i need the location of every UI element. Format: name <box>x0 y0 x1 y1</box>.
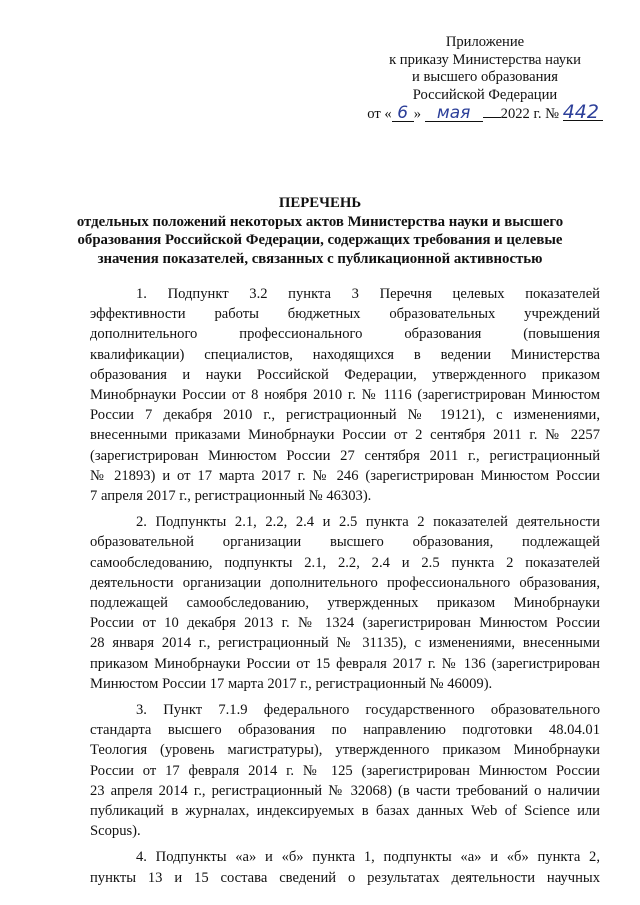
title-line: отдельных положений некоторых актов Министерства науки и высшего <box>76 214 564 231</box>
order-quote-close: » <box>413 106 421 123</box>
text-line: 2. Подпункты 2.1, 2.2, 2.4 и 2.5 пункта 2 показателей деятельности <box>136 514 600 531</box>
text-line: приказом Минобрнауки России от 15 февраля 2017 г. № 136 (зарегистрирован <box>90 655 600 672</box>
order-prefix: от « <box>367 106 392 123</box>
appendix-header <box>360 34 610 124</box>
document-title <box>60 194 580 268</box>
order-year: 2022 г. № <box>500 106 560 123</box>
text-line: квалификации) специалистов, находящихся в ведении Министерства <box>90 346 600 363</box>
appendix-line: к приказу Министерства науки <box>389 51 581 68</box>
paragraph-4 <box>90 847 600 887</box>
text-line: образовательной организации высшего образования, подлежащей <box>90 534 600 551</box>
text-line: подлежащей самообследованию, утвержденных приказом Минобрнауки <box>90 595 600 612</box>
text-line: № 21893) и от 17 марта 2017 г. № 246 (зарегистрирован Минюстом России <box>90 467 600 484</box>
text-line: стандарта высшего образования по направлению подготовки 48.04.01 <box>90 722 600 739</box>
paragraph-3 <box>90 700 600 841</box>
text-line: пункты 13 и 15 состава сведений о результатах деятельности научных <box>90 869 600 886</box>
text-line: 23 апреля 2014 г., регистрационный № 32068) (в части требований о наличии <box>90 782 600 799</box>
appendix-line: Приложение <box>445 34 525 50</box>
text-line: 7 апреля 2017 г., регистрационный № 46303). <box>90 488 372 505</box>
text-line: России от 10 декабря 2013 г. № 1324 (зарегистрирован Минюстом России <box>90 615 600 632</box>
text-line: эффективности работы бюджетных образовательных учреждений <box>90 306 600 323</box>
text-line: деятельности организации дополнительного профессионального образования, <box>90 574 600 591</box>
text-line: самообследованию, подпункты 2.1, 2.2, 2.4 и 2.5 пункта 2 показателей <box>90 554 600 571</box>
order-date-line <box>360 101 610 124</box>
text-line: 3. Пункт 7.1.9 федерального государственного образовательного <box>136 702 600 719</box>
paragraph-1 <box>90 284 600 506</box>
text-line: Scopus). <box>90 823 141 840</box>
text-line: внесенными приказами Минобрнауки России от 2 сентября 2011 г. № 2257 <box>90 427 600 444</box>
paragraph-2 <box>90 512 600 694</box>
text-line: Минюстом России 17 марта 2017 г., регистрационный № 46009). <box>90 675 493 692</box>
underline-blank <box>483 117 501 118</box>
appendix-line: Российской Федерации <box>412 86 558 103</box>
order-day-handwritten: 6 <box>392 105 414 122</box>
title-line: образования Российской Федерации, содержащих требования и целевые <box>77 232 563 249</box>
appendix-line: и высшего образования <box>412 69 558 86</box>
order-month-handwritten: мая <box>425 105 483 122</box>
text-line: 28 января 2014 г., регистрационный № 31135), с изменениями, внесенными <box>90 635 600 652</box>
title-heading: ПЕРЕЧЕНЬ <box>278 195 362 211</box>
text-line: Теология (уровень магистратуры), утвержденного приказом Минобрнауки <box>90 742 600 759</box>
text-line: дополнительного профессионального образования (повышения <box>90 326 600 343</box>
text-line: 4. Подпункты «а» и «б» пункта 1, подпункты «а» и «б» пункта 2, <box>136 849 600 866</box>
text-line: (зарегистрирован Минюстом России 27 сентября 2011 г., регистрационный <box>90 447 600 464</box>
text-line: России от 17 февраля 2014 г. № 125 (зарегистрирован Минюстом России <box>90 762 600 779</box>
order-number-handwritten: 442 <box>563 104 603 121</box>
text-line: 1. Подпункт 3.2 пункта 3 Перечня целевых показателей <box>136 286 600 302</box>
text-line: России 7 декабря 2010 г., регистрационный № 19121), с изменениями, <box>90 407 600 424</box>
text-line: Минобрнауки России от 8 ноября 2010 г. № 1116 (зарегистрирован Минюстом <box>90 387 600 404</box>
text-line: образования и науки Российской Федерации, утвержденного приказом <box>90 366 600 383</box>
text-line: публикаций в журналах, индексируемых в базах данных Web of Science или <box>90 803 600 820</box>
document-body <box>90 284 600 894</box>
title-line: значения показателей, связанных с публикационной активностью <box>97 250 543 267</box>
